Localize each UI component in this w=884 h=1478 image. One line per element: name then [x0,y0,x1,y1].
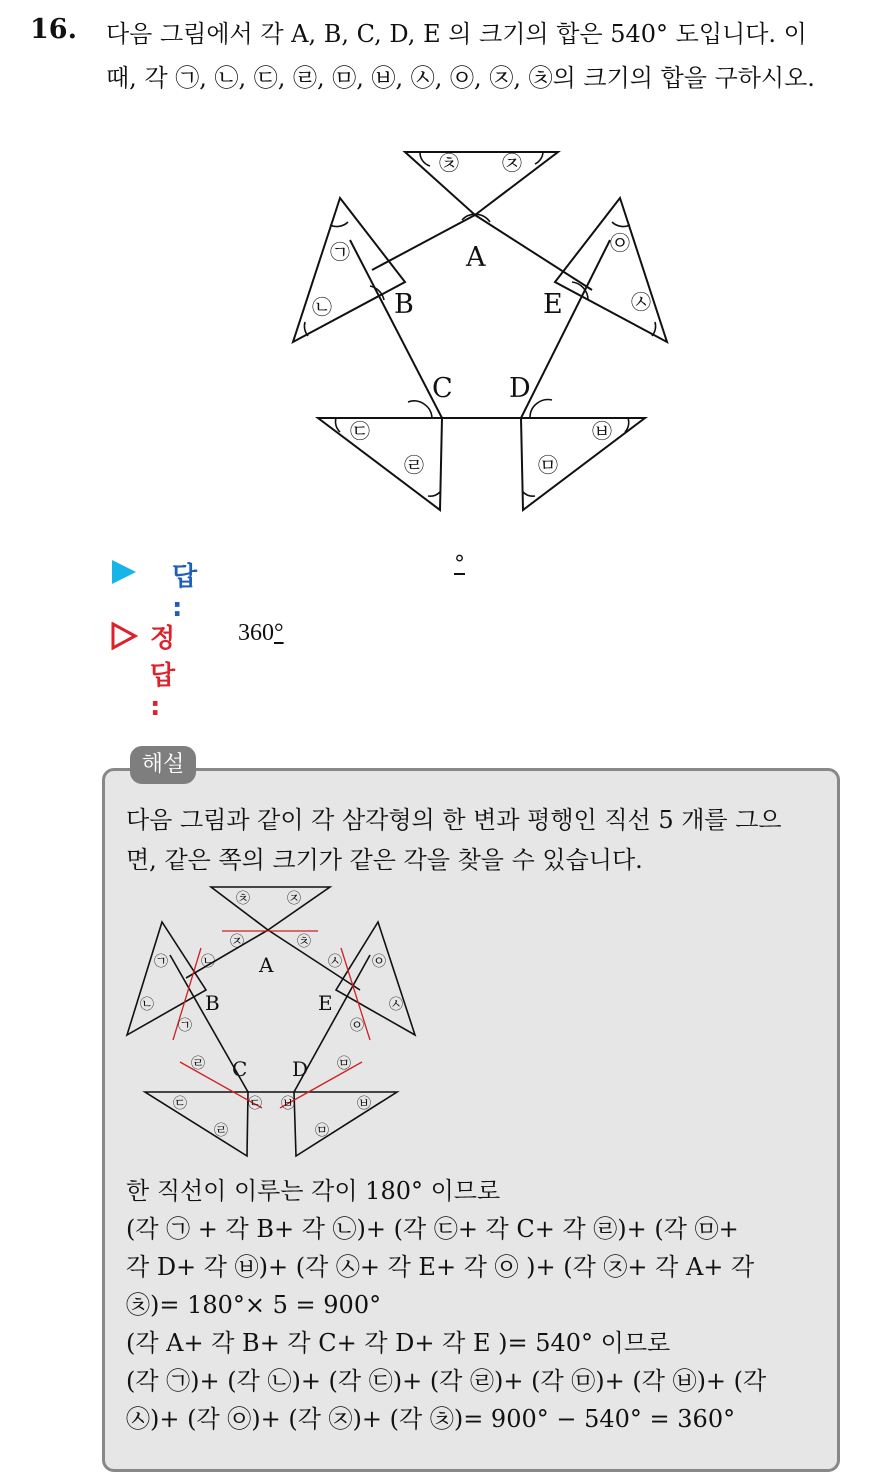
line-top-left [372,215,475,270]
answer-unit: ° [454,552,465,577]
solution-line-5: (각 A+ 각 B+ 각 C+ 각 D+ 각 E )= 540° 이므로 [126,1329,671,1357]
ex-mark-digeut-2: ㉢ [248,1096,262,1112]
angle-arc-corner-10 [523,492,535,496]
angle-mark-siot: ㉦ [631,290,651,314]
ex-vertex-label-B: B [205,991,220,1015]
ex-mark-siot-2: ㉦ [328,954,342,970]
ex-vertex-label-A: A [259,953,274,977]
angle-arc-D [530,400,552,418]
angle-arc-corner-6 [652,322,656,336]
ex-mark-mieum: ㉤ [337,1056,351,1072]
ex-mark-chieut-2: ㉩ [297,934,311,950]
correct-label: 정답 : [150,624,176,722]
line-ur-down [521,240,610,418]
triangle-upper-right [555,198,667,342]
angle-arc-corner-2 [535,152,543,164]
angle-arc-corner-8 [428,492,440,496]
angle-mark-nieun: ㉡ [312,295,332,319]
solution-line-7: ㉦)+ (각 ㉧)+ (각 ㉨)+ (각 ㉩)= 900° − 540° = 360° [126,1405,736,1433]
vertex-label-A: A [466,242,486,273]
ex-mark-nieun-2: ㉡ [201,954,215,970]
ex-mark-ieung: ㉧ [372,954,386,970]
answer-label: 답 : [172,562,198,623]
angle-mark-digeut: ㉢ [350,419,370,443]
angle-arc-corner-4 [304,322,308,336]
ex-mark-ieung-2: ㉧ [350,1018,364,1034]
outline-play-marker-icon [110,622,138,650]
ex-mark-digeut: ㉢ [173,1096,187,1112]
ex-mark-mieum-2: ㉤ [315,1123,329,1139]
correct-value: 360 [238,620,274,646]
angle-mark-chieut: ㉩ [439,151,459,175]
line-ul-down [350,240,442,418]
line-top-right [475,215,592,290]
solution-line-3: 각 D+ 각 ㉥)+ (각 ㉦+ 각 E+ 각 ㉧ )+ (각 ㉨+ 각 A+ 각 [126,1253,755,1281]
angle-arc-corner-7 [335,418,340,432]
explanation-tab: 해설 [130,746,196,784]
angle-mark-giyeok: ㉠ [330,240,350,264]
vertex-label-E: E [543,289,563,320]
explanation-intro-line-2: 면, 같은 쪽의 크기가 같은 각을 찾을 수 있습니다. [126,846,643,874]
angle-mark-mieum: ㉤ [538,453,558,477]
ex-mark-bieup: ㉥ [281,1096,295,1112]
explanation-solution [126,1172,826,1438]
ex-vertex-label-C: C [232,1057,248,1081]
vertex-label-B: B [394,289,414,320]
angle-mark-ieung: ㉧ [610,231,630,255]
star-figure [0,0,884,540]
explanation-intro [126,800,826,880]
explanation-intro-line-1: 다음 그림과 같이 각 삼각형의 한 변과 평행인 직선 5 개를 그으 [126,806,782,834]
solution-line-6: (각 ㉠)+ (각 ㉡)+ (각 ㉢)+ (각 ㉣)+ (각 ㉤)+ (각 ㉥)+ (각 [126,1367,767,1395]
ex-mark-rieul-2: ㉣ [214,1123,228,1139]
angle-mark-rieul: ㉣ [404,453,424,477]
question-line-1: 다음 그림에서 각 A, B, C, D, E 의 크기의 합은 540° 도입니다. 이 [106,20,807,48]
ex-mark-chieut: ㉩ [236,891,250,907]
vertex-label-C: C [432,373,453,404]
angle-mark-bieup: ㉥ [592,419,612,443]
angle-arc-corner-1 [420,152,430,166]
ex-mark-giyeok-2: ㉠ [178,1018,192,1034]
ex-vertex-label-D: D [292,1057,309,1081]
triangle-top [405,152,558,215]
question-number: 16. [30,14,77,45]
ex-mark-siot: ㉦ [389,997,403,1013]
ex-mark-giyeok: ㉠ [154,954,168,970]
ex-mark-jieut-2: ㉨ [230,934,244,950]
ex-mark-rieul: ㉣ [191,1056,205,1072]
solution-line-4: ㉩)= 180°× 5 = 900° [126,1291,382,1319]
question-line-2: 때, 각 ㉠, ㉡, ㉢, ㉣, ㉤, ㉥, ㉦, ㉧, ㉨, ㉩의 크기의 합을 구하시오. [106,64,815,92]
angle-mark-jieut: ㉨ [502,151,522,175]
ex-vertex-label-E: E [318,991,333,1015]
correct-value-group [238,620,284,647]
solution-line-1: 한 직선이 이루는 각이 180° 이므로 [126,1177,501,1205]
correct-unit: ° [274,620,284,646]
solution-line-2: (각 ㉠ + 각 B+ 각 ㉡)+ (각 ㉢+ 각 C+ 각 ㉣)+ (각 ㉤+ [126,1215,739,1243]
angle-arc-C [408,401,432,418]
ex-mark-jieut: ㉨ [287,891,301,907]
triangle-upper-left [293,198,405,342]
ex-mark-bieup-2: ㉥ [357,1096,371,1112]
vertex-label-D: D [509,373,531,404]
play-marker-icon [110,560,136,584]
ex-mark-nieun: ㉡ [140,997,154,1013]
